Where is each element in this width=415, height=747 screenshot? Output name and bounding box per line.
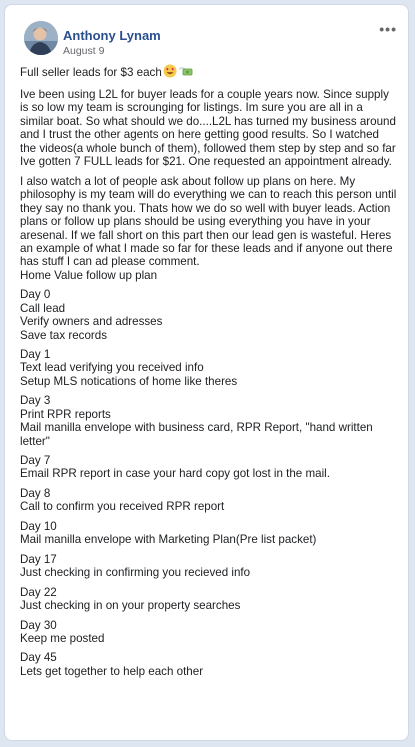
day-task: Email RPR report in case your hard copy got lost in the mail.: [20, 467, 330, 481]
author-name[interactable]: Anthony Lynam: [63, 28, 161, 43]
plan-day-0: [20, 288, 398, 342]
day-task: Text lead verifying you received info: [20, 361, 204, 375]
plan-day-5: [20, 520, 398, 547]
post-date[interactable]: August 9: [63, 45, 105, 57]
day-label: Day 17: [20, 552, 57, 566]
plan-day-9: [20, 651, 398, 678]
day-task: Setup MLS notications of home like theres: [20, 374, 238, 388]
plan-day-2: [20, 394, 398, 448]
day-label: Day 3: [20, 394, 51, 408]
avatar-photo-icon: [24, 21, 58, 55]
day-label: Day 8: [20, 486, 51, 500]
day-task: Mail manilla envelope with Marketing Plan(Pre list packet): [20, 533, 317, 547]
day-label: Day 22: [20, 585, 57, 599]
plan-day-6: [20, 553, 398, 580]
day-task: Just checking in confirming you recieved info: [20, 566, 251, 580]
post-headline: [20, 64, 398, 81]
post-paragraph-1: Ive been using L2L for buyer leads for a couple years now. Since supply is so low my team is scrounging for listings. Im sure you are all in a similar boat. So what should we do....L2L has turned my business around and I trust the other agents on here getting good results. So I watched the videos(a whole bunch of them), followed them step by step and so far Ive gotten 7 FULL leads for $21. One requested an appointment already.: [20, 88, 396, 169]
day-task: Lets get together to help each other: [20, 664, 204, 678]
day-label: Day 7: [20, 454, 51, 468]
avatar[interactable]: [24, 21, 58, 55]
heart-eyes-emoji-icon: [163, 64, 177, 81]
plan-day-3: [20, 454, 398, 481]
day-task: Call lead: [20, 301, 66, 315]
day-label: Day 0: [20, 288, 51, 302]
day-label: Day 1: [20, 348, 51, 361]
more-options-icon[interactable]: •••: [379, 21, 397, 37]
headline-text: Full seller leads for $3 each: [20, 66, 162, 79]
plan-title: Home Value follow up plan: [20, 268, 158, 282]
post-paragraph-2: I also watch a lot of people ask about follow up plans on here. My philosophy is my team will do everything we can to reach this person until they say no thank you. Thats how we do so well with buyer leads. Action plans or follow up plans should be using everything you have in your aresenal. If we fall short on this part then our lead gen is wasteful. Heres an example of what I made so far for these leads and if anyone out there has stuff I can ad please comment.: [20, 175, 397, 269]
post-header: [19, 19, 399, 59]
day-task: Just checking in on your property searches: [20, 599, 241, 613]
post-card: [4, 4, 409, 741]
plan-day-7: [20, 586, 398, 613]
day-task: Call to confirm you received RPR report: [20, 500, 225, 514]
plan-day-1: [20, 348, 398, 388]
post-body: [20, 64, 398, 684]
plan-day-8: [20, 619, 398, 646]
day-task: Save tax records: [20, 328, 107, 342]
day-task: Keep me posted: [20, 631, 105, 645]
plan-day-4: [20, 487, 398, 514]
day-task: Mail manilla envelope with business card, RPR Report, "hand written letter": [20, 421, 373, 448]
follow-up-plan-list: [20, 288, 398, 678]
day-task: Verify owners and adresses: [20, 315, 163, 329]
day-label: Day 45: [20, 651, 57, 665]
money-with-wings-emoji-icon: [178, 64, 193, 81]
day-label: Day 30: [20, 618, 57, 632]
day-task: Print RPR reports: [20, 407, 111, 421]
day-label: Day 10: [20, 519, 57, 533]
